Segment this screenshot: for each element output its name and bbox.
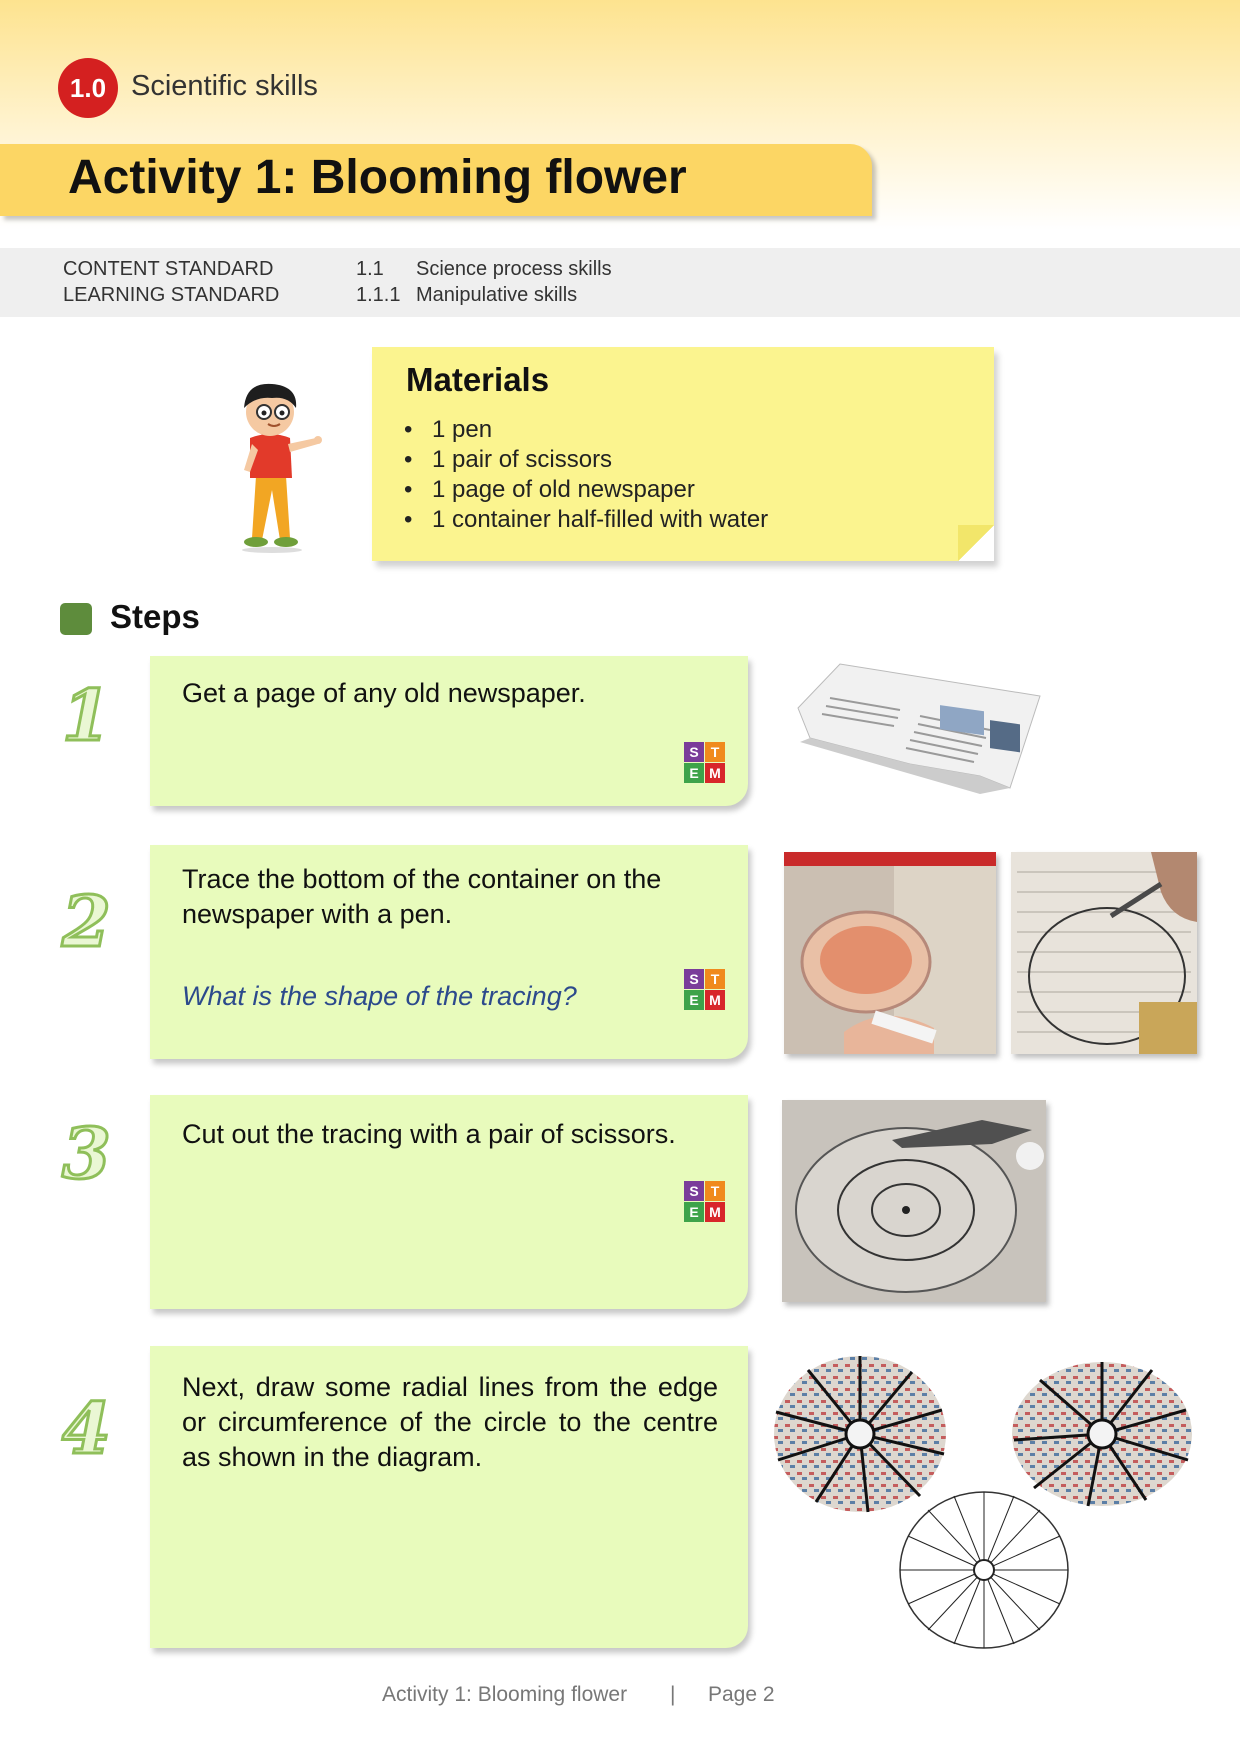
stem-icon: S T E M — [684, 742, 726, 784]
step-text-2: Trace the bottom of the container on the newspaper with a pen. — [182, 864, 662, 929]
list-item: • 1 page of old newspaper — [404, 475, 768, 505]
learning-standard-code: 1.1.1 — [356, 284, 401, 306]
stem-icon: S T E M — [684, 1181, 726, 1223]
radial-lines-circles-photo — [772, 1350, 1204, 1650]
materials-note — [372, 347, 994, 561]
materials-list — [404, 415, 768, 535]
list-item: • 1 pen — [404, 415, 768, 445]
cutting-circle-photo — [782, 1100, 1046, 1302]
footer-page-number: Page 2 — [708, 1683, 775, 1706]
step-number-3: 3 — [62, 1112, 111, 1195]
tracing-container-photo — [784, 852, 996, 1054]
chapter-title: Scientific skills — [131, 70, 318, 102]
radial-circle-left — [774, 1356, 946, 1512]
step-number-4: 4 — [62, 1387, 111, 1470]
step-question-2: What is the shape of the tracing? — [182, 981, 577, 1011]
steps-heading: Steps — [110, 598, 200, 635]
newspaper-photo — [790, 658, 1046, 798]
learning-standard-text: Manipulative skills — [416, 284, 578, 306]
footer-separator: | — [670, 1683, 676, 1706]
standards-strip — [0, 248, 1240, 317]
list-item: • 1 container half-filled with water — [404, 505, 768, 535]
step-card-1 — [150, 656, 748, 806]
step-card-2 — [150, 845, 748, 1059]
step-number-2: 2 — [62, 880, 111, 963]
step-card-3 — [150, 1095, 748, 1309]
content-standard-text: Science process skills — [416, 258, 612, 280]
chapter-number-badge: 1.0 — [58, 58, 118, 118]
boy-pointing-illustration — [230, 378, 326, 554]
activity-title: Activity 1: Blooming flower — [68, 151, 687, 204]
steps-marker-icon — [60, 603, 92, 635]
learning-standard-label: LEARNING STANDARD — [63, 284, 280, 306]
list-item: • 1 pair of scissors — [404, 445, 768, 475]
step-text-3: Cut out the tracing with a pair of scissors. — [182, 1119, 676, 1149]
stem-icon: S T E M — [684, 969, 726, 1011]
radial-circle-right — [1012, 1362, 1192, 1506]
step-card-4 — [150, 1346, 748, 1648]
footer-title: Activity 1: Blooming flower — [382, 1683, 628, 1706]
content-standard-label: CONTENT STANDARD — [63, 258, 274, 280]
step-text-1: Get a page of any old newspaper. — [182, 678, 586, 708]
materials-title: Materials — [406, 361, 550, 398]
traced-circle-photo — [1011, 852, 1197, 1054]
content-standard-code: 1.1 — [356, 258, 384, 280]
step-number-1: 1 — [62, 674, 111, 757]
radial-circle-bottom — [900, 1492, 1068, 1648]
page-curl-shade — [958, 525, 994, 561]
step-text-4: Next, draw some radial lines from the edge or circumference of the circle to the centre as shown in the diagram. — [182, 1372, 718, 1472]
